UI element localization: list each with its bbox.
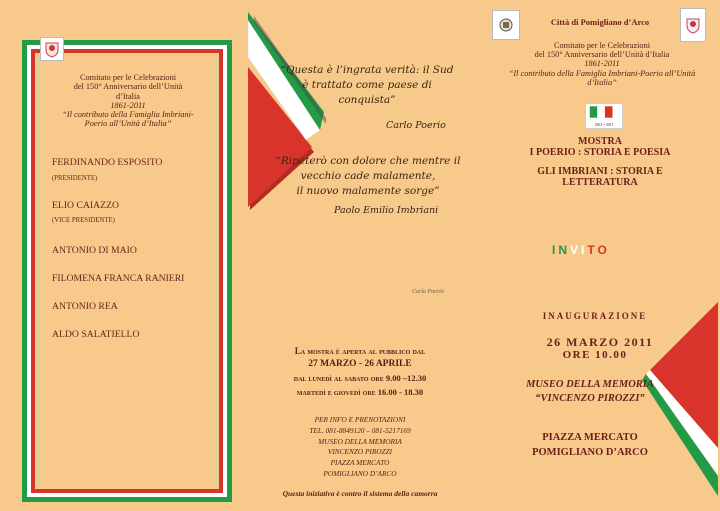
exhibition-subtitle	[490, 166, 710, 188]
committee-line: 1861-2011	[584, 59, 620, 69]
quote-line: “Questa è l’ingrata verità: il Sud	[280, 64, 454, 76]
quote-author-poerio: Carlo Poerio	[386, 120, 446, 131]
quote-line: conquista”	[338, 94, 396, 106]
member-name: FERDINANDO ESPOSITO	[52, 157, 163, 168]
hours-line: La mostra è aperta al pubblico dal	[294, 346, 426, 356]
opening-hours	[250, 345, 470, 399]
member-role: (PRESIDENTE)	[52, 175, 98, 182]
event-date: 26 MARZO 2011	[546, 335, 654, 349]
city-crest-icon	[40, 37, 64, 61]
exhibition-title	[490, 136, 710, 158]
committee-line: Comitato per le Celebrazioni	[553, 41, 651, 50]
committee-line: del 150° Anniversario dell’Unità	[73, 82, 183, 92]
committee-line: 1861-2011	[110, 100, 146, 110]
city-name: Città di Pomigliano d’Arco	[550, 17, 650, 27]
venue-museum	[490, 378, 690, 406]
contact-line: PIAZZA MERCATO	[330, 458, 390, 468]
contact-line: PER INFO E PRENOTAZIONI	[314, 415, 406, 424]
member-name: ANTONIO REA	[52, 301, 118, 312]
contact-line: MUSEO DELLA MEMORIA	[318, 436, 402, 446]
anti-camorra-note: Questa iniziativa è contro il sistema della camorra	[282, 489, 438, 498]
hours-line: martedì e giovedì ore 16.00 - 18.30	[296, 387, 424, 397]
badge-years: 1861 • 2011	[594, 122, 614, 127]
committee-heading-left	[40, 73, 216, 129]
quote-line: il nuovo malamente sorge”	[296, 185, 440, 197]
anniversary-badge	[585, 103, 623, 129]
venue-line: POMIGLIANO D’ARCO	[532, 447, 648, 458]
quote-line: è trattato come paese di	[302, 79, 432, 91]
committee-line: Poerio all’Unità d’Italia”	[84, 119, 172, 129]
invito-white: VI	[570, 243, 588, 257]
title-line: GLI IMBRIANI : STORIA E	[537, 166, 663, 177]
handwritten-signature: Carlo Poerio	[412, 289, 444, 295]
quote-poerio	[272, 63, 462, 108]
committee-line: del 150° Anniversario dell’Unità d’Italia	[534, 50, 670, 60]
title-line: MOSTRA	[578, 136, 622, 147]
member-name: FILOMENA FRANCA RANIERI	[52, 273, 185, 284]
title-line: LETTERATURA	[562, 177, 638, 188]
committee-line: “Il contributo della Famiglia Imbriani-	[62, 110, 194, 120]
contact-info	[250, 415, 470, 480]
pomigliano-crest-icon	[492, 10, 520, 40]
contact-line: POMIGLIANO D’ARCO	[323, 468, 397, 478]
event-time: ORE 10.00	[562, 349, 628, 361]
committee-line: d’Italia	[116, 91, 140, 101]
member-name: ANTONIO DI MAIO	[52, 245, 137, 256]
committee-line: Comitato per le Celebrazioni	[79, 73, 177, 82]
invito-green: IN	[552, 243, 570, 257]
quote-line: “Ripeterò con dolore che mentre il	[275, 155, 461, 167]
committee-crest-icon	[680, 8, 706, 42]
quote-imbriani	[268, 154, 468, 199]
quote-line: vecchio cade malamente,	[300, 170, 436, 182]
exhibit-dates: 27 MARZO - 26 APRILE	[308, 359, 412, 369]
venue-line: MUSEO DELLA MEMORIA	[526, 379, 654, 390]
title-line: I POERIO : STORIA E POESIA	[529, 147, 671, 158]
inauguration-label: INAUGURAZIONE	[542, 311, 648, 321]
venue-address	[490, 430, 690, 460]
member-name: ALDO SALATIELLO	[52, 329, 140, 340]
quote-author-imbriani: Paolo Emilio Imbriani	[334, 205, 439, 216]
contact-line: TEL. 081-8849120 – 081-5217169	[309, 425, 411, 435]
contact-line: VINCENZO PIROZZI	[327, 447, 393, 457]
member-name: ELIO CAIAZZO	[52, 200, 119, 211]
committee-line: d’Italia”	[587, 77, 617, 87]
member-role: (VICE PRESIDENTE)	[52, 217, 115, 224]
invito-red: TO	[587, 243, 610, 257]
hours-line: dal lunedì al sabato ore 9.00 –12.30	[293, 373, 427, 383]
committee-line: “Il contributo della Famiglia Imbriani-Poerio all’Unità	[508, 68, 696, 78]
committee-heading-right	[488, 41, 716, 87]
invito-heading	[552, 243, 610, 257]
venue-line: “VINCENZO PIROZZI”	[535, 393, 645, 404]
venue-line: PIAZZA MERCATO	[542, 432, 638, 443]
